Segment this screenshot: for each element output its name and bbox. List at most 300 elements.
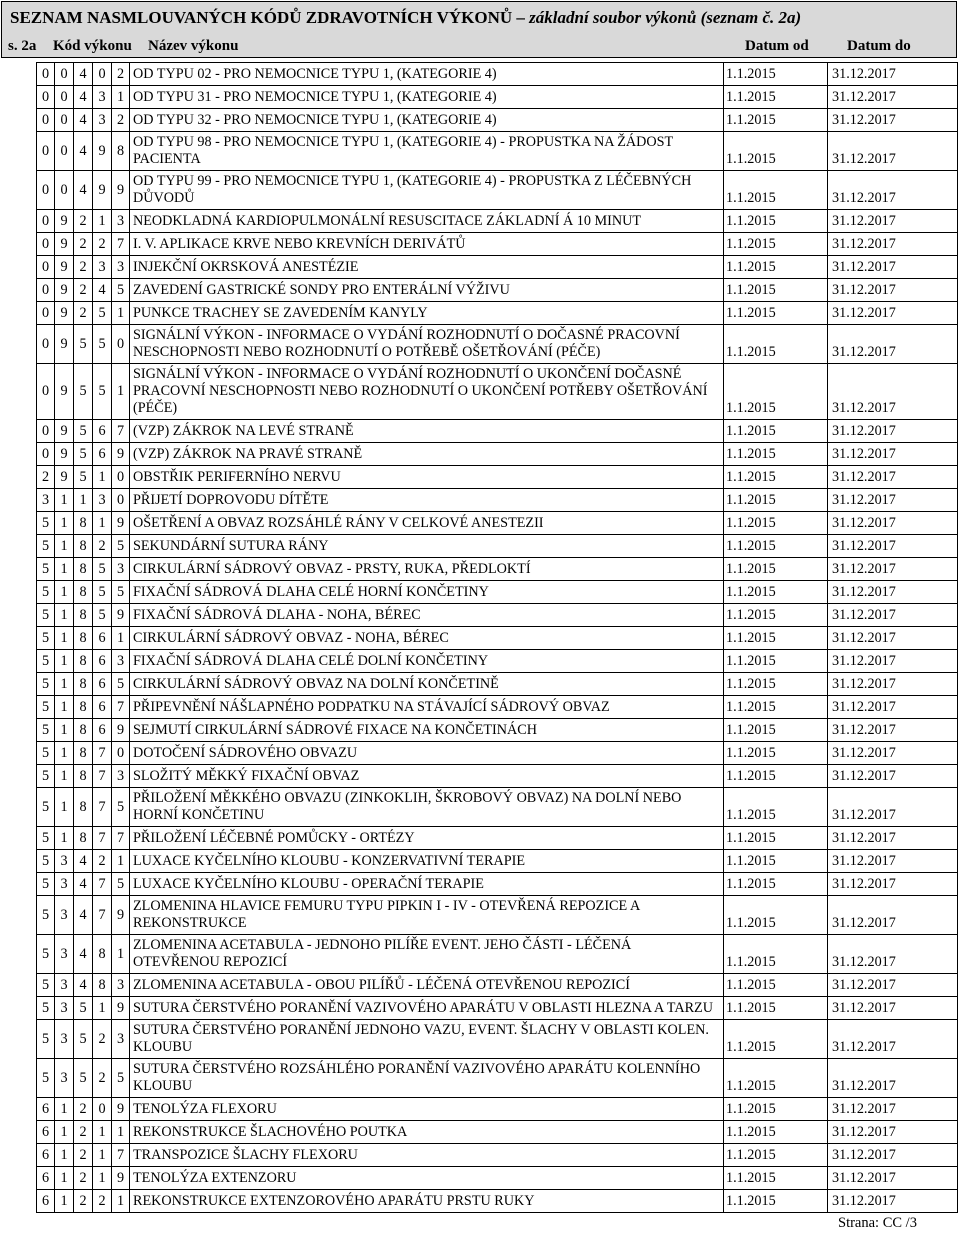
table-row bbox=[37, 132, 958, 171]
code-digit: 0 bbox=[37, 256, 55, 279]
table-row bbox=[37, 1144, 958, 1167]
code-digit: 1 bbox=[93, 1144, 112, 1167]
date-from: 1.1.2015 bbox=[724, 302, 828, 325]
date-to: 31.12.2017 bbox=[828, 86, 958, 109]
code-digit: 0 bbox=[37, 364, 55, 420]
procedure-name: SLOŽITÝ MĚKKÝ FIXAČNÍ OBVAZ bbox=[130, 765, 724, 788]
code-digit: 9 bbox=[112, 719, 130, 742]
code-digit: 5 bbox=[93, 325, 112, 364]
code-digit: 5 bbox=[112, 279, 130, 302]
code-digit: 1 bbox=[55, 604, 74, 627]
code-digit: 0 bbox=[37, 171, 55, 210]
code-digit: 7 bbox=[93, 742, 112, 765]
procedure-name: TENOLÝZA FLEXORU bbox=[130, 1098, 724, 1121]
code-digit: 5 bbox=[74, 466, 93, 489]
date-to: 31.12.2017 bbox=[828, 974, 958, 997]
code-digit: 4 bbox=[74, 896, 93, 935]
code-digit: 0 bbox=[37, 210, 55, 233]
procedure-name: LUXACE KYČELNÍHO KLOUBU - KONZERVATIVNÍ TERAPIE bbox=[130, 850, 724, 873]
date-to: 31.12.2017 bbox=[828, 719, 958, 742]
table-row bbox=[37, 997, 958, 1020]
table-row bbox=[37, 210, 958, 233]
table-row bbox=[37, 696, 958, 719]
date-from: 1.1.2015 bbox=[724, 1020, 828, 1059]
table-row bbox=[37, 827, 958, 850]
code-digit: 5 bbox=[74, 420, 93, 443]
procedure-name: INJEKČNÍ OKRSKOVÁ ANESTÉZIE bbox=[130, 256, 724, 279]
date-from: 1.1.2015 bbox=[724, 233, 828, 256]
date-to: 31.12.2017 bbox=[828, 171, 958, 210]
procedure-name: I. V. APLIKACE KRVE NEBO KREVNÍCH DERIVÁTŮ bbox=[130, 233, 724, 256]
code-digit: 9 bbox=[55, 210, 74, 233]
code-digit: 4 bbox=[74, 850, 93, 873]
code-digit: 7 bbox=[112, 420, 130, 443]
date-from: 1.1.2015 bbox=[724, 997, 828, 1020]
code-digit: 1 bbox=[55, 512, 74, 535]
code-digit: 5 bbox=[37, 997, 55, 1020]
code-digit: 5 bbox=[37, 535, 55, 558]
code-digit: 0 bbox=[93, 63, 112, 86]
code-digit: 5 bbox=[37, 627, 55, 650]
code-digit: 1 bbox=[55, 1144, 74, 1167]
code-digit: 5 bbox=[37, 896, 55, 935]
table-row bbox=[37, 364, 958, 420]
procedure-name: SUTURA ČERSTVÉHO PORANĚNÍ JEDNOHO VAZU, EVENT. ŠLACHY V OBLASTI KOLEN. KLOUBU bbox=[130, 1020, 724, 1059]
code-digit: 8 bbox=[74, 673, 93, 696]
procedure-name: (VZP) ZÁKROK NA LEVÉ STRANĚ bbox=[130, 420, 724, 443]
code-digit: 0 bbox=[37, 109, 55, 132]
date-to: 31.12.2017 bbox=[828, 765, 958, 788]
code-digit: 9 bbox=[93, 132, 112, 171]
code-digit: 5 bbox=[37, 673, 55, 696]
code-digit: 7 bbox=[112, 233, 130, 256]
procedure-name: OBSTŘIK PERIFERNÍHO NERVU bbox=[130, 466, 724, 489]
code-digit: 0 bbox=[55, 86, 74, 109]
code-digit: 8 bbox=[74, 581, 93, 604]
code-digit: 8 bbox=[112, 132, 130, 171]
table-row bbox=[37, 719, 958, 742]
code-digit: 5 bbox=[37, 765, 55, 788]
page-number: Strana: CC /3 bbox=[838, 1215, 917, 1231]
col-header-list: s. 2a bbox=[8, 38, 37, 54]
date-from: 1.1.2015 bbox=[724, 535, 828, 558]
procedure-table bbox=[36, 62, 958, 1213]
code-digit: 8 bbox=[74, 650, 93, 673]
title-main: SEZNAM NASMLOUVANÝCH KÓDŮ ZDRAVOTNÍCH VÝKONŮ bbox=[10, 8, 513, 27]
code-digit: 0 bbox=[37, 63, 55, 86]
date-to: 31.12.2017 bbox=[828, 233, 958, 256]
procedure-name: OD TYPU 98 - PRO NEMOCNICE TYPU 1, (KATEGORIE 4) - PROPUSTKA NA ŽÁDOST PACIENTA bbox=[130, 132, 724, 171]
date-to: 31.12.2017 bbox=[828, 827, 958, 850]
code-digit: 5 bbox=[37, 696, 55, 719]
procedure-name: ZLOMENINA HLAVICE FEMURU TYPU PIPKIN I - IV - OTEVŘENÁ REPOZICE A REKONSTRUKCE bbox=[130, 896, 724, 935]
procedure-name: ZAVEDENÍ GASTRICKÉ SONDY PRO ENTERÁLNÍ VÝŽIVU bbox=[130, 279, 724, 302]
procedure-name: SEJMUTÍ CIRKULÁRNÍ SÁDROVÉ FIXACE NA KONČETINÁCH bbox=[130, 719, 724, 742]
code-digit: 5 bbox=[37, 604, 55, 627]
code-digit: 3 bbox=[93, 489, 112, 512]
procedure-name: SUTURA ČERSTVÉHO ROZSÁHLÉHO PORANĚNÍ VAZIVOVÉHO APARÁTU KOLENNÍHO KLOUBU bbox=[130, 1059, 724, 1098]
code-digit: 5 bbox=[37, 850, 55, 873]
code-digit: 7 bbox=[93, 827, 112, 850]
code-digit: 8 bbox=[74, 742, 93, 765]
date-to: 31.12.2017 bbox=[828, 581, 958, 604]
date-from: 1.1.2015 bbox=[724, 256, 828, 279]
code-digit: 9 bbox=[112, 896, 130, 935]
code-digit: 0 bbox=[112, 742, 130, 765]
date-to: 31.12.2017 bbox=[828, 256, 958, 279]
date-from: 1.1.2015 bbox=[724, 873, 828, 896]
table-row bbox=[37, 788, 958, 827]
table-row bbox=[37, 420, 958, 443]
code-digit: 0 bbox=[37, 132, 55, 171]
date-to: 31.12.2017 bbox=[828, 788, 958, 827]
code-digit: 2 bbox=[93, 1059, 112, 1098]
table-row bbox=[37, 63, 958, 86]
code-digit: 7 bbox=[93, 896, 112, 935]
code-digit: 9 bbox=[55, 256, 74, 279]
table-row bbox=[37, 1059, 958, 1098]
code-digit: 5 bbox=[93, 604, 112, 627]
date-to: 31.12.2017 bbox=[828, 443, 958, 466]
procedure-name: LUXACE KYČELNÍHO KLOUBU - OPERAČNÍ TERAPIE bbox=[130, 873, 724, 896]
procedure-name: CIRKULÁRNÍ SÁDROVÝ OBVAZ - PRSTY, RUKA, PŘEDLOKTÍ bbox=[130, 558, 724, 581]
date-to: 31.12.2017 bbox=[828, 364, 958, 420]
code-digit: 6 bbox=[37, 1190, 55, 1213]
date-to: 31.12.2017 bbox=[828, 132, 958, 171]
code-digit: 9 bbox=[55, 466, 74, 489]
date-from: 1.1.2015 bbox=[724, 581, 828, 604]
code-digit: 2 bbox=[74, 1098, 93, 1121]
code-digit: 9 bbox=[55, 302, 74, 325]
table-row bbox=[37, 896, 958, 935]
procedure-name: SIGNÁLNÍ VÝKON - INFORMACE O VYDÁNÍ ROZHODNUTÍ O UKONČENÍ DOČASNÉ PRACOVNÍ NESCHOPNOSTI NEBO ROZHODNUTÍ O UKONČENÍ POTŘEBY OŠETŘOVÁNÍ (PÉČE) bbox=[130, 364, 724, 420]
table-row bbox=[37, 581, 958, 604]
procedure-name: PŘIJETÍ DOPROVODU DÍTĚTE bbox=[130, 489, 724, 512]
code-digit: 1 bbox=[112, 86, 130, 109]
code-digit: 1 bbox=[55, 673, 74, 696]
code-digit: 5 bbox=[112, 788, 130, 827]
date-from: 1.1.2015 bbox=[724, 974, 828, 997]
code-digit: 5 bbox=[37, 558, 55, 581]
code-digit: 1 bbox=[93, 1167, 112, 1190]
date-to: 31.12.2017 bbox=[828, 742, 958, 765]
table-row bbox=[37, 873, 958, 896]
date-from: 1.1.2015 bbox=[724, 558, 828, 581]
code-digit: 3 bbox=[55, 935, 74, 974]
col-header-code: Kód výkonu bbox=[53, 38, 132, 54]
table-row bbox=[37, 604, 958, 627]
table-row bbox=[37, 1121, 958, 1144]
code-digit: 4 bbox=[74, 873, 93, 896]
code-digit: 9 bbox=[55, 279, 74, 302]
table-row bbox=[37, 109, 958, 132]
code-digit: 5 bbox=[37, 1020, 55, 1059]
date-to: 31.12.2017 bbox=[828, 1059, 958, 1098]
code-digit: 5 bbox=[93, 302, 112, 325]
date-to: 31.12.2017 bbox=[828, 1020, 958, 1059]
code-digit: 5 bbox=[37, 742, 55, 765]
table-row bbox=[37, 1167, 958, 1190]
procedure-name: NEODKLADNÁ KARDIOPULMONÁLNÍ RESUSCITACE ZÁKLADNÍ Á 10 MINUT bbox=[130, 210, 724, 233]
code-digit: 9 bbox=[93, 171, 112, 210]
table-row bbox=[37, 1190, 958, 1213]
code-digit: 1 bbox=[112, 302, 130, 325]
code-digit: 1 bbox=[112, 1190, 130, 1213]
table-row bbox=[37, 935, 958, 974]
code-digit: 5 bbox=[112, 581, 130, 604]
code-digit: 4 bbox=[74, 132, 93, 171]
code-digit: 6 bbox=[93, 443, 112, 466]
code-digit: 3 bbox=[37, 489, 55, 512]
code-digit: 3 bbox=[112, 256, 130, 279]
date-from: 1.1.2015 bbox=[724, 627, 828, 650]
code-digit: 1 bbox=[93, 997, 112, 1020]
code-digit: 4 bbox=[74, 86, 93, 109]
table-row bbox=[37, 325, 958, 364]
table-row bbox=[37, 489, 958, 512]
date-from: 1.1.2015 bbox=[724, 1144, 828, 1167]
code-digit: 0 bbox=[37, 279, 55, 302]
table-row bbox=[37, 627, 958, 650]
date-from: 1.1.2015 bbox=[724, 696, 828, 719]
date-from: 1.1.2015 bbox=[724, 132, 828, 171]
code-digit: 9 bbox=[112, 1098, 130, 1121]
code-digit: 3 bbox=[112, 765, 130, 788]
procedure-name: ZLOMENINA ACETABULA - OBOU PILÍŘŮ - LÉČENÁ OTEVŘENOU REPOZICÍ bbox=[130, 974, 724, 997]
date-from: 1.1.2015 bbox=[724, 86, 828, 109]
procedure-name: REKONSTRUKCE EXTENZOROVÉHO APARÁTU PRSTU RUKY bbox=[130, 1190, 724, 1213]
code-digit: 2 bbox=[93, 1020, 112, 1059]
date-to: 31.12.2017 bbox=[828, 63, 958, 86]
code-digit: 6 bbox=[93, 719, 112, 742]
procedure-name: OD TYPU 99 - PRO NEMOCNICE TYPU 1, (KATEGORIE 4) - PROPUSTKA Z LÉČEBNÝCH DŮVODŮ bbox=[130, 171, 724, 210]
date-from: 1.1.2015 bbox=[724, 325, 828, 364]
code-digit: 1 bbox=[112, 1121, 130, 1144]
code-digit: 7 bbox=[93, 765, 112, 788]
date-from: 1.1.2015 bbox=[724, 896, 828, 935]
code-digit: 6 bbox=[93, 696, 112, 719]
procedure-name: REKONSTRUKCE ŠLACHOVÉHO POUTKA bbox=[130, 1121, 724, 1144]
table-row bbox=[37, 673, 958, 696]
code-digit: 1 bbox=[55, 558, 74, 581]
table-row bbox=[37, 535, 958, 558]
table-row bbox=[37, 765, 958, 788]
code-digit: 2 bbox=[93, 1190, 112, 1213]
date-to: 31.12.2017 bbox=[828, 935, 958, 974]
date-from: 1.1.2015 bbox=[724, 279, 828, 302]
code-digit: 3 bbox=[112, 974, 130, 997]
date-to: 31.12.2017 bbox=[828, 850, 958, 873]
code-digit: 2 bbox=[74, 233, 93, 256]
code-digit: 9 bbox=[112, 604, 130, 627]
date-from: 1.1.2015 bbox=[724, 489, 828, 512]
code-digit: 5 bbox=[37, 1059, 55, 1098]
code-digit: 3 bbox=[55, 1020, 74, 1059]
code-digit: 0 bbox=[55, 171, 74, 210]
code-digit: 2 bbox=[74, 1190, 93, 1213]
table-row bbox=[37, 742, 958, 765]
code-digit: 5 bbox=[112, 873, 130, 896]
table-row bbox=[37, 279, 958, 302]
date-from: 1.1.2015 bbox=[724, 935, 828, 974]
code-digit: 8 bbox=[74, 627, 93, 650]
table-row bbox=[37, 256, 958, 279]
date-from: 1.1.2015 bbox=[724, 512, 828, 535]
code-digit: 2 bbox=[37, 466, 55, 489]
table-row bbox=[37, 650, 958, 673]
code-digit: 5 bbox=[37, 512, 55, 535]
code-digit: 0 bbox=[37, 86, 55, 109]
col-header-from: Datum od bbox=[745, 38, 809, 54]
date-from: 1.1.2015 bbox=[724, 420, 828, 443]
code-digit: 4 bbox=[74, 935, 93, 974]
code-digit: 5 bbox=[93, 581, 112, 604]
code-digit: 2 bbox=[112, 63, 130, 86]
code-digit: 1 bbox=[93, 512, 112, 535]
code-digit: 1 bbox=[55, 788, 74, 827]
code-digit: 5 bbox=[93, 364, 112, 420]
code-digit: 1 bbox=[55, 827, 74, 850]
code-digit: 4 bbox=[74, 171, 93, 210]
code-digit: 5 bbox=[37, 788, 55, 827]
code-digit: 5 bbox=[37, 935, 55, 974]
date-to: 31.12.2017 bbox=[828, 997, 958, 1020]
code-digit: 5 bbox=[112, 673, 130, 696]
code-digit: 0 bbox=[37, 443, 55, 466]
date-from: 1.1.2015 bbox=[724, 466, 828, 489]
table-row bbox=[37, 466, 958, 489]
code-digit: 2 bbox=[93, 535, 112, 558]
date-to: 31.12.2017 bbox=[828, 1144, 958, 1167]
date-from: 1.1.2015 bbox=[724, 1098, 828, 1121]
code-digit: 0 bbox=[55, 63, 74, 86]
code-digit: 0 bbox=[112, 466, 130, 489]
procedure-name: CIRKULÁRNÍ SÁDROVÝ OBVAZ - NOHA, BÉREC bbox=[130, 627, 724, 650]
code-digit: 6 bbox=[93, 650, 112, 673]
code-digit: 0 bbox=[37, 420, 55, 443]
code-digit: 4 bbox=[93, 279, 112, 302]
table-row bbox=[37, 512, 958, 535]
procedure-name: SUTURA ČERSTVÉHO PORANĚNÍ VAZIVOVÉHO APARÁTU V OBLASTI HLEZNA A TARZU bbox=[130, 997, 724, 1020]
date-from: 1.1.2015 bbox=[724, 364, 828, 420]
table-row bbox=[37, 171, 958, 210]
date-from: 1.1.2015 bbox=[724, 1059, 828, 1098]
table-row bbox=[37, 1098, 958, 1121]
code-digit: 7 bbox=[112, 1144, 130, 1167]
date-to: 31.12.2017 bbox=[828, 420, 958, 443]
code-digit: 1 bbox=[55, 489, 74, 512]
code-digit: 2 bbox=[74, 1167, 93, 1190]
procedure-name: SEKUNDÁRNÍ SUTURA RÁNY bbox=[130, 535, 724, 558]
date-from: 1.1.2015 bbox=[724, 673, 828, 696]
code-digit: 9 bbox=[112, 1167, 130, 1190]
code-digit: 1 bbox=[55, 1121, 74, 1144]
code-digit: 5 bbox=[37, 650, 55, 673]
code-digit: 5 bbox=[37, 827, 55, 850]
code-digit: 1 bbox=[55, 1190, 74, 1213]
code-digit: 6 bbox=[37, 1098, 55, 1121]
code-digit: 6 bbox=[37, 1144, 55, 1167]
date-from: 1.1.2015 bbox=[724, 1121, 828, 1144]
date-from: 1.1.2015 bbox=[724, 1190, 828, 1213]
code-digit: 2 bbox=[74, 1121, 93, 1144]
code-digit: 3 bbox=[55, 850, 74, 873]
date-to: 31.12.2017 bbox=[828, 696, 958, 719]
code-digit: 3 bbox=[93, 86, 112, 109]
date-from: 1.1.2015 bbox=[724, 63, 828, 86]
code-digit: 8 bbox=[74, 604, 93, 627]
document-header bbox=[1, 1, 957, 58]
procedure-table-body bbox=[37, 63, 958, 1213]
date-to: 31.12.2017 bbox=[828, 650, 958, 673]
code-digit: 1 bbox=[55, 1098, 74, 1121]
code-digit: 9 bbox=[112, 512, 130, 535]
procedure-name: OD TYPU 32 - PRO NEMOCNICE TYPU 1, (KATEGORIE 4) bbox=[130, 109, 724, 132]
procedure-name: PŘILOŽENÍ LÉČEBNÉ POMŮCKY - ORTÉZY bbox=[130, 827, 724, 850]
code-digit: 3 bbox=[55, 997, 74, 1020]
code-digit: 0 bbox=[37, 302, 55, 325]
code-digit: 9 bbox=[112, 443, 130, 466]
code-digit: 3 bbox=[55, 1059, 74, 1098]
date-to: 31.12.2017 bbox=[828, 535, 958, 558]
date-to: 31.12.2017 bbox=[828, 1121, 958, 1144]
code-digit: 1 bbox=[55, 765, 74, 788]
date-to: 31.12.2017 bbox=[828, 604, 958, 627]
code-digit: 2 bbox=[74, 210, 93, 233]
code-digit: 0 bbox=[93, 1098, 112, 1121]
code-digit: 9 bbox=[55, 364, 74, 420]
code-digit: 2 bbox=[74, 256, 93, 279]
date-to: 31.12.2017 bbox=[828, 627, 958, 650]
procedure-name: SIGNÁLNÍ VÝKON - INFORMACE O VYDÁNÍ ROZHODNUTÍ O DOČASNÉ PRACOVNÍ NESCHOPNOSTI NEBO ROZHODNUTÍ O POTŘEBĚ OŠETŘOVÁNÍ (PÉČE) bbox=[130, 325, 724, 364]
code-digit: 3 bbox=[112, 1020, 130, 1059]
date-from: 1.1.2015 bbox=[724, 765, 828, 788]
code-digit: 5 bbox=[74, 325, 93, 364]
code-digit: 0 bbox=[112, 489, 130, 512]
code-digit: 1 bbox=[112, 627, 130, 650]
date-from: 1.1.2015 bbox=[724, 443, 828, 466]
date-to: 31.12.2017 bbox=[828, 558, 958, 581]
code-digit: 1 bbox=[55, 627, 74, 650]
code-digit: 3 bbox=[55, 873, 74, 896]
code-digit: 8 bbox=[93, 974, 112, 997]
code-digit: 3 bbox=[93, 109, 112, 132]
code-digit: 9 bbox=[112, 997, 130, 1020]
table-row bbox=[37, 974, 958, 997]
procedure-name: OD TYPU 02 - PRO NEMOCNICE TYPU 1, (KATEGORIE 4) bbox=[130, 63, 724, 86]
code-digit: 9 bbox=[112, 171, 130, 210]
table-row bbox=[37, 233, 958, 256]
table-row bbox=[37, 443, 958, 466]
code-digit: 2 bbox=[74, 1144, 93, 1167]
code-digit: 6 bbox=[93, 420, 112, 443]
date-to: 31.12.2017 bbox=[828, 325, 958, 364]
procedure-name: (VZP) ZÁKROK NA PRAVÉ STRANĚ bbox=[130, 443, 724, 466]
code-digit: 9 bbox=[55, 233, 74, 256]
code-digit: 4 bbox=[74, 974, 93, 997]
date-from: 1.1.2015 bbox=[724, 742, 828, 765]
code-digit: 5 bbox=[74, 997, 93, 1020]
date-from: 1.1.2015 bbox=[724, 788, 828, 827]
date-from: 1.1.2015 bbox=[724, 604, 828, 627]
code-digit: 1 bbox=[55, 696, 74, 719]
date-to: 31.12.2017 bbox=[828, 210, 958, 233]
date-from: 1.1.2015 bbox=[724, 850, 828, 873]
code-digit: 6 bbox=[93, 673, 112, 696]
document-title bbox=[10, 7, 801, 29]
code-digit: 1 bbox=[55, 581, 74, 604]
code-digit: 7 bbox=[93, 788, 112, 827]
